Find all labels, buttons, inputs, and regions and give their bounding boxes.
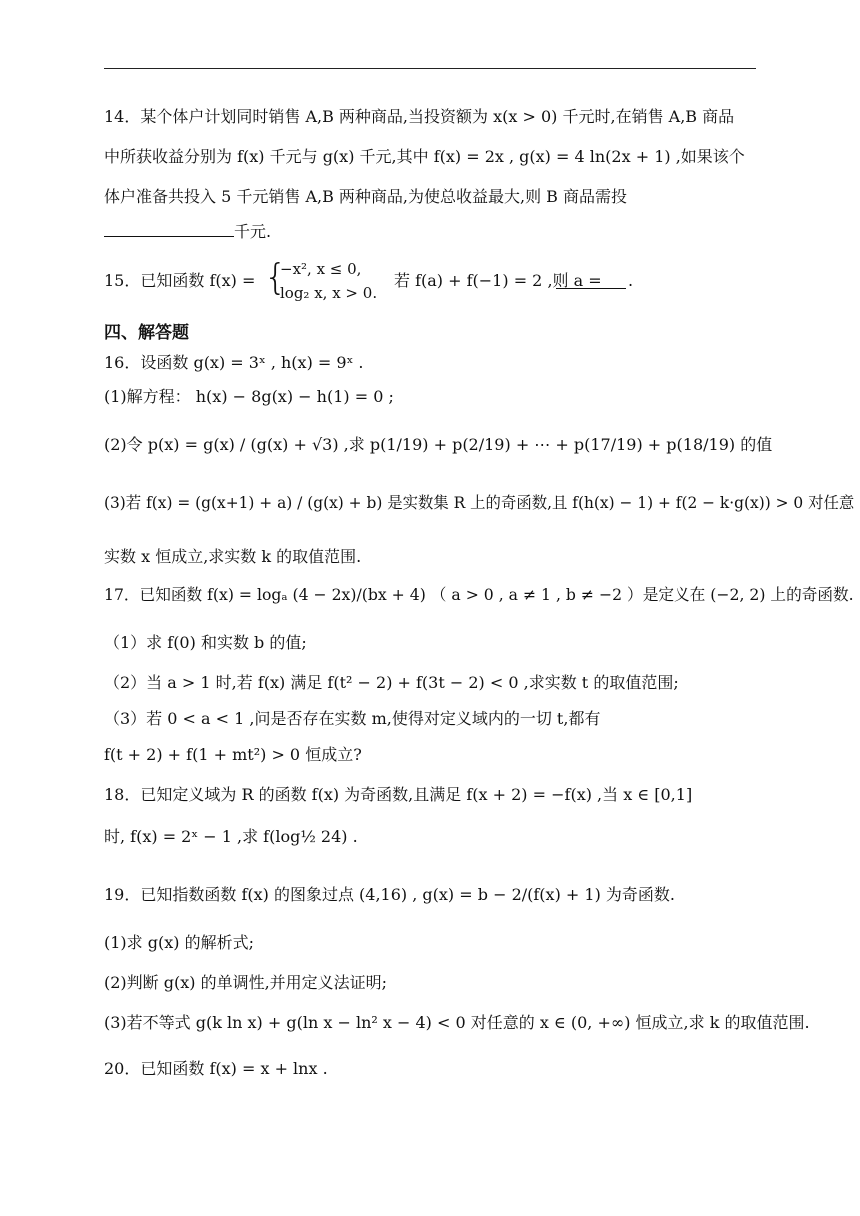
q17-line-3: （2）当 a > 1 时,若 f(x) 满足 f(t² − 2) + f(3t − 2) < 0 ,求实数 t 的取值范围; [104,673,679,692]
q14-answer-blank[interactable] [104,220,234,237]
q14-line-4 [104,220,271,243]
q17-line-2: （1）求 f(0) 和实数 b 的值; [104,633,307,652]
q15-suffix: 若 f(a) + f(−1) = 2 ,则 a = [394,271,602,290]
q18-line-1: 18．已知定义域为 R 的函数 f(x) 为奇函数,且满足 f(x + 2) = −f(x) ,当 x ∈ [0,1] [104,785,693,804]
q17-line-5: f(t + 2) + f(1 + mt²) > 0 恒成立? [104,745,362,764]
q18-line-2: 时, f(x) = 2ˣ − 1 ,求 f(log½ 24) . [104,827,358,846]
q19-line-4: (3)若不等式 g(k ln x) + g(ln x − ln² x − 4) < 0 对任意的 x ∈ (0, +∞) 恒成立,求 k 的取值范围. [104,1013,810,1032]
q15-case-1: −x², x ≤ 0, [280,260,362,278]
q19-line-2: (1)求 g(x) 的解析式; [104,933,254,952]
q19-line-1: 19．已知指数函数 f(x) 的图象过点 (4,16) , g(x) = b − 2/(f(x) + 1) 为奇函数. [104,885,675,904]
q15-end: . [628,271,634,290]
q16-line-3: (2)令 p(x) = g(x) / (g(x) + √3) ,求 p(1/19) + p(2/19) + ⋯ + p(17/19) + p(18/19) 的值 [104,435,773,454]
q17-line-1: 17．已知函数 f(x) = logₐ (4 − 2x)/(bx + 4) （ a > 0 , a ≠ 1 , b ≠ −2 ）是定义在 (−2, 2) 上的奇函数. [104,585,854,604]
header-rule [104,68,756,69]
q14-line-1: 14．某个体户计划同时销售 A,B 两种商品,当投资额为 x(x > 0) 千元时,在销售 A,B 商品 [104,107,735,126]
q20-line-1: 20．已知函数 f(x) = x + lnx . [104,1059,328,1078]
q15-answer-blank[interactable] [556,272,626,289]
q14-line-2: 中所获收益分别为 f(x) 千元与 g(x) 千元,其中 f(x) = 2x , g(x) = 4 ln(2x + 1) ,如果该个 [104,147,745,166]
q14-line-3: 体户准备共投入 5 千元销售 A,B 两种商品,为使总收益最大,则 B 商品需投 [104,187,628,206]
q17-line-4: （3）若 0 < a < 1 ,问是否存在实数 m,使得对定义域内的一切 t,都有 [104,709,601,728]
q15-case-2: log₂ x, x > 0. [280,284,378,302]
q16-line-4: (3)若 f(x) = (g(x+1) + a) / (g(x) + b) 是实数集 R 上的奇函数,且 f(h(x) − 1) + f(2 − k·g(x)) > 0 对任意 [104,493,855,512]
q15-prefix: 15．已知函数 f(x) = [104,271,256,290]
q16-line-5: 实数 x 恒成立,求实数 k 的取值范围. [104,547,362,566]
q19-line-3: (2)判断 g(x) 的单调性,并用定义法证明; [104,973,388,992]
q16-line-2: (1)解方程： h(x) − 8g(x) − h(1) = 0 ; [104,387,394,406]
q15-brace: { [264,257,287,298]
q16-line-1: 16．设函数 g(x) = 3ˣ , h(x) = 9ˣ . [104,353,364,372]
q14-line-4-suffix: 千元. [234,222,272,241]
section-heading: 四、解答题 [104,323,189,343]
